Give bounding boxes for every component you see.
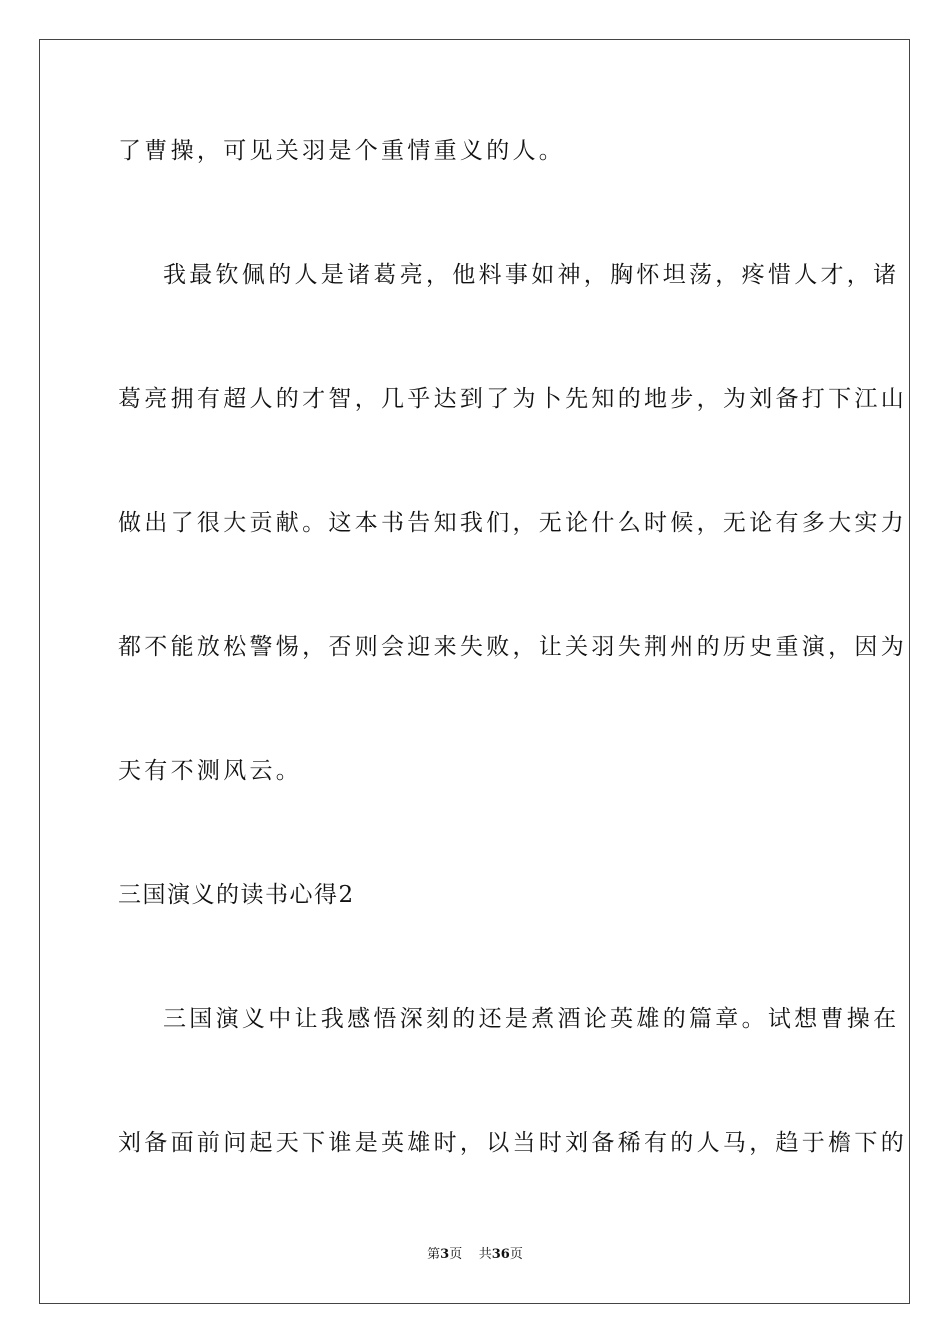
- footer-page-suffix: 页: [449, 1247, 463, 1262]
- paragraph-line-7: 三国演义中让我感悟深刻的还是煮酒论英雄的篇章。试想曹操在: [163, 1006, 900, 1032]
- footer-page-prefix: 第: [427, 1247, 441, 1262]
- paragraph-line-6: 天有不测风云。: [118, 758, 303, 784]
- footer-total-pages: 36: [491, 1247, 510, 1262]
- section-heading: 三国演义的读书心得2: [118, 882, 355, 908]
- paragraph-line-8: 刘备面前问起天下谁是英雄时，以当时刘备稀有的人马，趋于檐下的: [118, 1130, 907, 1156]
- page-footer: [0, 1246, 950, 1264]
- footer-page-number: 3: [440, 1247, 450, 1262]
- footer-total-prefix: 共: [478, 1247, 492, 1262]
- paragraph-line-5: 都不能放松警惕，否则会迎来失败，让关羽失荆州的历史重演，因为: [118, 634, 907, 660]
- paragraph-line-1: 了曹操，可见关羽是个重情重义的人。: [118, 138, 566, 164]
- paragraph-line-4: 做出了很大贡献。这本书告知我们，无论什么时候，无论有多大实力: [118, 510, 907, 536]
- paragraph-line-2: 我最钦佩的人是诸葛亮，他料事如神，胸怀坦荡，疼惜人才，诸: [163, 262, 900, 288]
- paragraph-line-3: 葛亮拥有超人的才智，几乎达到了为卜先知的地步，为刘备打下江山: [118, 386, 907, 412]
- page-border: [39, 39, 910, 1304]
- footer-total-suffix: 页: [509, 1247, 523, 1262]
